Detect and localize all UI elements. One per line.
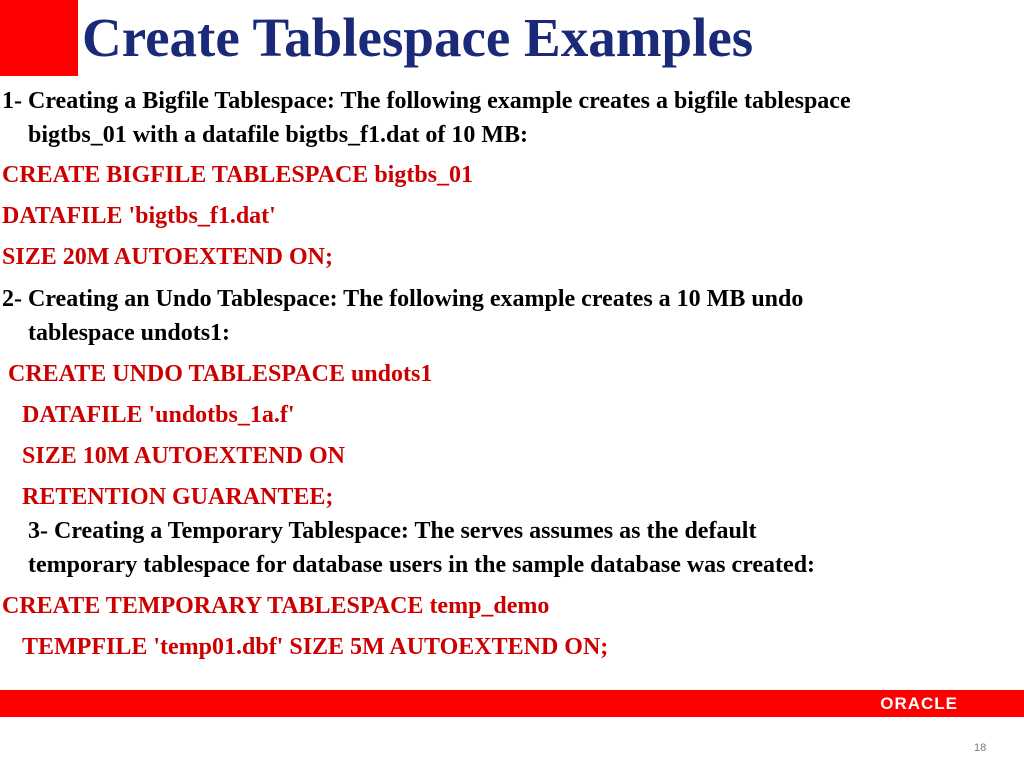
example-3-description-line-1: 3- Creating a Temporary Tablespace: The serves assumes as the default bbox=[28, 518, 757, 544]
oracle-logo: ORACLE bbox=[880, 694, 958, 713]
example-2-code-line-2: DATAFILE 'undotbs_1a.f' bbox=[22, 402, 295, 428]
example-2-code-line-3: SIZE 10M AUTOEXTEND ON bbox=[22, 443, 345, 469]
example-2-code-line-4: RETENTION GUARANTEE; bbox=[22, 484, 334, 510]
slide-title: Create Tablespace Examples bbox=[82, 7, 754, 68]
footer-bar bbox=[0, 690, 1024, 717]
example-2-description-line-1: 2- Creating an Undo Tablespace: The following example creates a 10 MB undo bbox=[2, 286, 804, 312]
example-2-code-line-1: CREATE UNDO TABLESPACE undots1 bbox=[8, 361, 433, 387]
example-3-description-line-2: temporary tablespace for database users in the sample database was created: bbox=[28, 552, 816, 578]
example-1-description-line-1: 1- Creating a Bigfile Tablespace: The following example creates a bigfile tablespace bbox=[2, 88, 851, 114]
example-1-code-line-1: CREATE BIGFILE TABLESPACE bigtbs_01 bbox=[2, 162, 474, 188]
example-3-code-line-2: TEMPFILE 'temp01.dbf' SIZE 5M AUTOEXTEND ON; bbox=[22, 634, 609, 660]
title-accent-block bbox=[0, 0, 78, 76]
example-2-description-line-2: tablespace undots1: bbox=[28, 320, 231, 346]
example-3-code-line-1: CREATE TEMPORARY TABLESPACE temp_demo bbox=[2, 593, 550, 619]
example-1-code-line-2: DATAFILE 'bigtbs_f1.dat' bbox=[2, 203, 276, 229]
example-1-description-line-2: bigtbs_01 with a datafile bigtbs_f1.dat of 10 MB: bbox=[28, 122, 529, 148]
page-number: 18 bbox=[974, 742, 987, 754]
example-1-code-line-3: SIZE 20M AUTOEXTEND ON; bbox=[2, 244, 333, 270]
